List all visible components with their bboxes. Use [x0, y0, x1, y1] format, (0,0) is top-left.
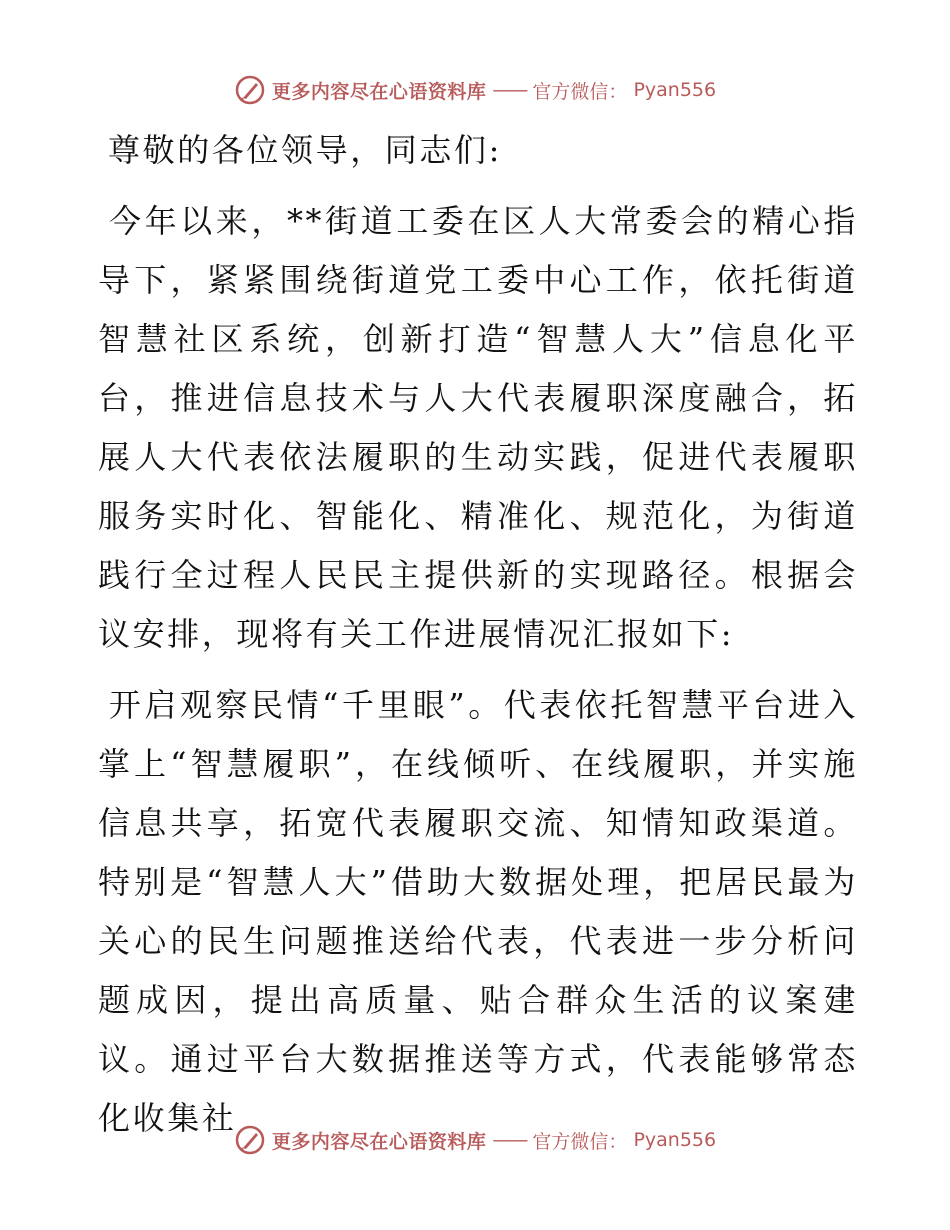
watermark-contact-label: 官方微信：	[532, 80, 628, 103]
salutation: 尊敬的各位领导，同志们:	[108, 131, 502, 169]
quill-circle-icon	[234, 74, 266, 106]
footer-watermark	[0, 1122, 950, 1158]
document-body	[98, 121, 858, 1148]
header-watermark	[0, 72, 950, 108]
watermark-contact-id: Pyan556	[633, 79, 717, 101]
paragraph-section-1	[98, 676, 858, 1148]
watermark-separator: ——	[492, 79, 527, 101]
watermark-separator: ——	[492, 1129, 527, 1151]
paragraph-section-1-text: 开启观察民情“千里眼”。代表依托智慧平台进入掌上“智慧履职”，在线倾听、在线履职，并实施信息共享，拓宽代表履职交流、知情知政渠道。特别是“智慧人大”借助大数据处理，把居民最为关心的民生问题推送给代表，代表进一步分析问题成因，提出高质量、贴合群众生活的议案建议。通过平台大数据推送等方式，代表能够常态化收集社	[98, 686, 858, 1137]
watermark-text: 更多内容尽在心语资料库	[271, 1130, 487, 1153]
watermark-text: 更多内容尽在心语资料库	[271, 80, 487, 103]
watermark-contact-id: Pyan556	[633, 1129, 717, 1151]
watermark-contact-label: 官方微信：	[532, 1130, 628, 1153]
quill-circle-icon	[234, 1124, 266, 1156]
paragraph-intro	[98, 192, 858, 664]
paragraph-intro-text: 今年以来，**街道工委在区人大常委会的精心指导下，紧紧围绕街道党工委中心工作，依托街道智慧社区系统，创新打造“智慧人大”信息化平台，推进信息技术与人大代表履职深度融合，拓展人大代表依法履职的生动实践，促进代表履职服务实时化、智能化、精准化、规范化，为街道践行全过程人民民主提供新的实现路径。根据会议安排，现将有关工作进展情况汇报如下:	[98, 202, 858, 653]
